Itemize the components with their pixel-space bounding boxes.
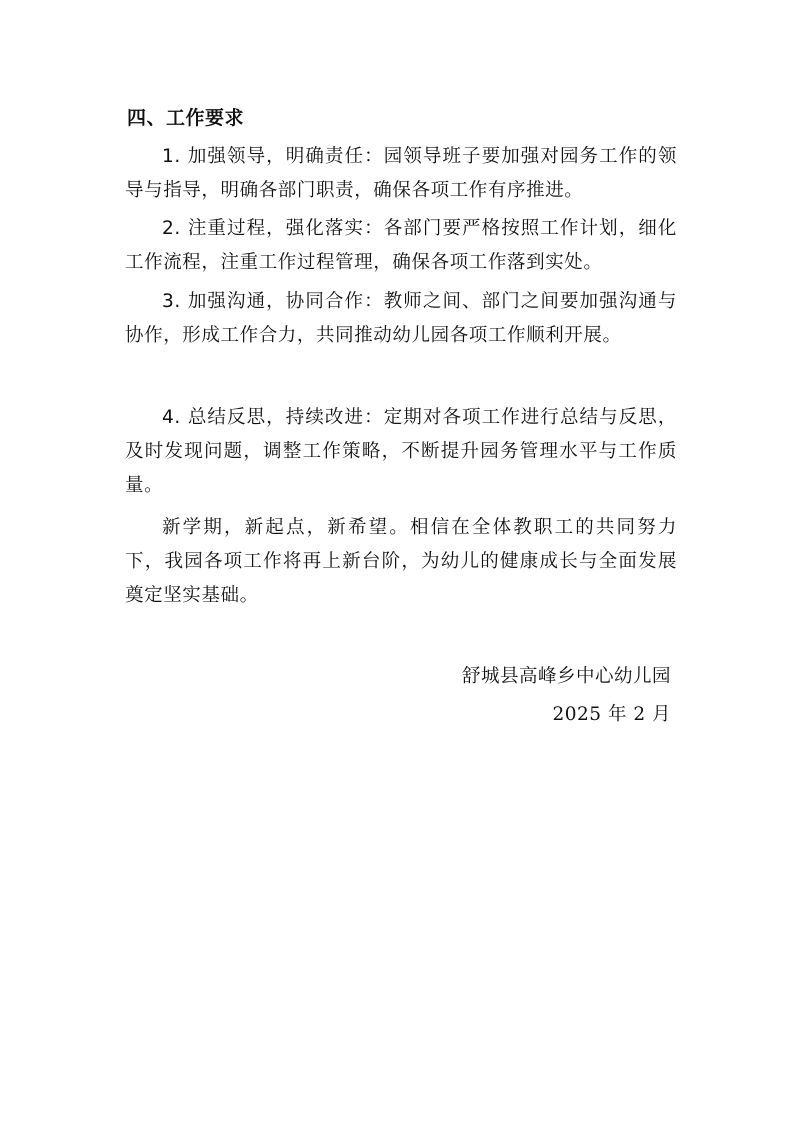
signature-date: 2025 年 2 月 <box>552 704 671 725</box>
requirement-item-3-text: 教师之间、部门之间要加强沟通与协作，形成工作合力，共同推动幼儿园各项工作顺利开展。 <box>125 291 677 346</box>
signature-organization: 舒城县高峰乡中心幼儿园 <box>461 666 671 687</box>
requirement-item-2 <box>125 212 677 280</box>
requirement-item-1-text: 园领导班子要加强对园务工作的领导与指导，明确各部门职责，确保各项工作有序推进。 <box>125 146 677 201</box>
requirement-item-3 <box>125 285 677 353</box>
requirement-item-4 <box>125 401 677 503</box>
section-heading: 四、工作要求 <box>127 107 245 129</box>
requirement-item-1-lead: 1. 加强领导，明确责任： <box>162 146 384 167</box>
requirement-item-4-lead: 4. 总结反思，持续改进： <box>162 407 384 428</box>
requirement-item-4-text: 定期对各项工作进行总结与反思，及时发现问题，调整工作策略，不断提升园务管理水平与工作质量。 <box>125 407 677 496</box>
closing-paragraph: 新学期，新起点，新希望。相信在全体教职工的共同努力下，我园各项工作将再上新台阶，为幼儿的健康成长与全面发展奠定坚实基础。 <box>125 517 677 606</box>
requirement-item-2-lead: 2. 注重过程，强化落实： <box>162 218 384 239</box>
requirement-item-3-lead: 3. 加强沟通，协同合作： <box>162 291 384 312</box>
requirement-item-1 <box>125 140 677 208</box>
requirement-item-2-text: 各部门要严格按照工作计划，细化工作流程，注重工作过程管理，确保各项工作落到实处。 <box>125 218 677 273</box>
